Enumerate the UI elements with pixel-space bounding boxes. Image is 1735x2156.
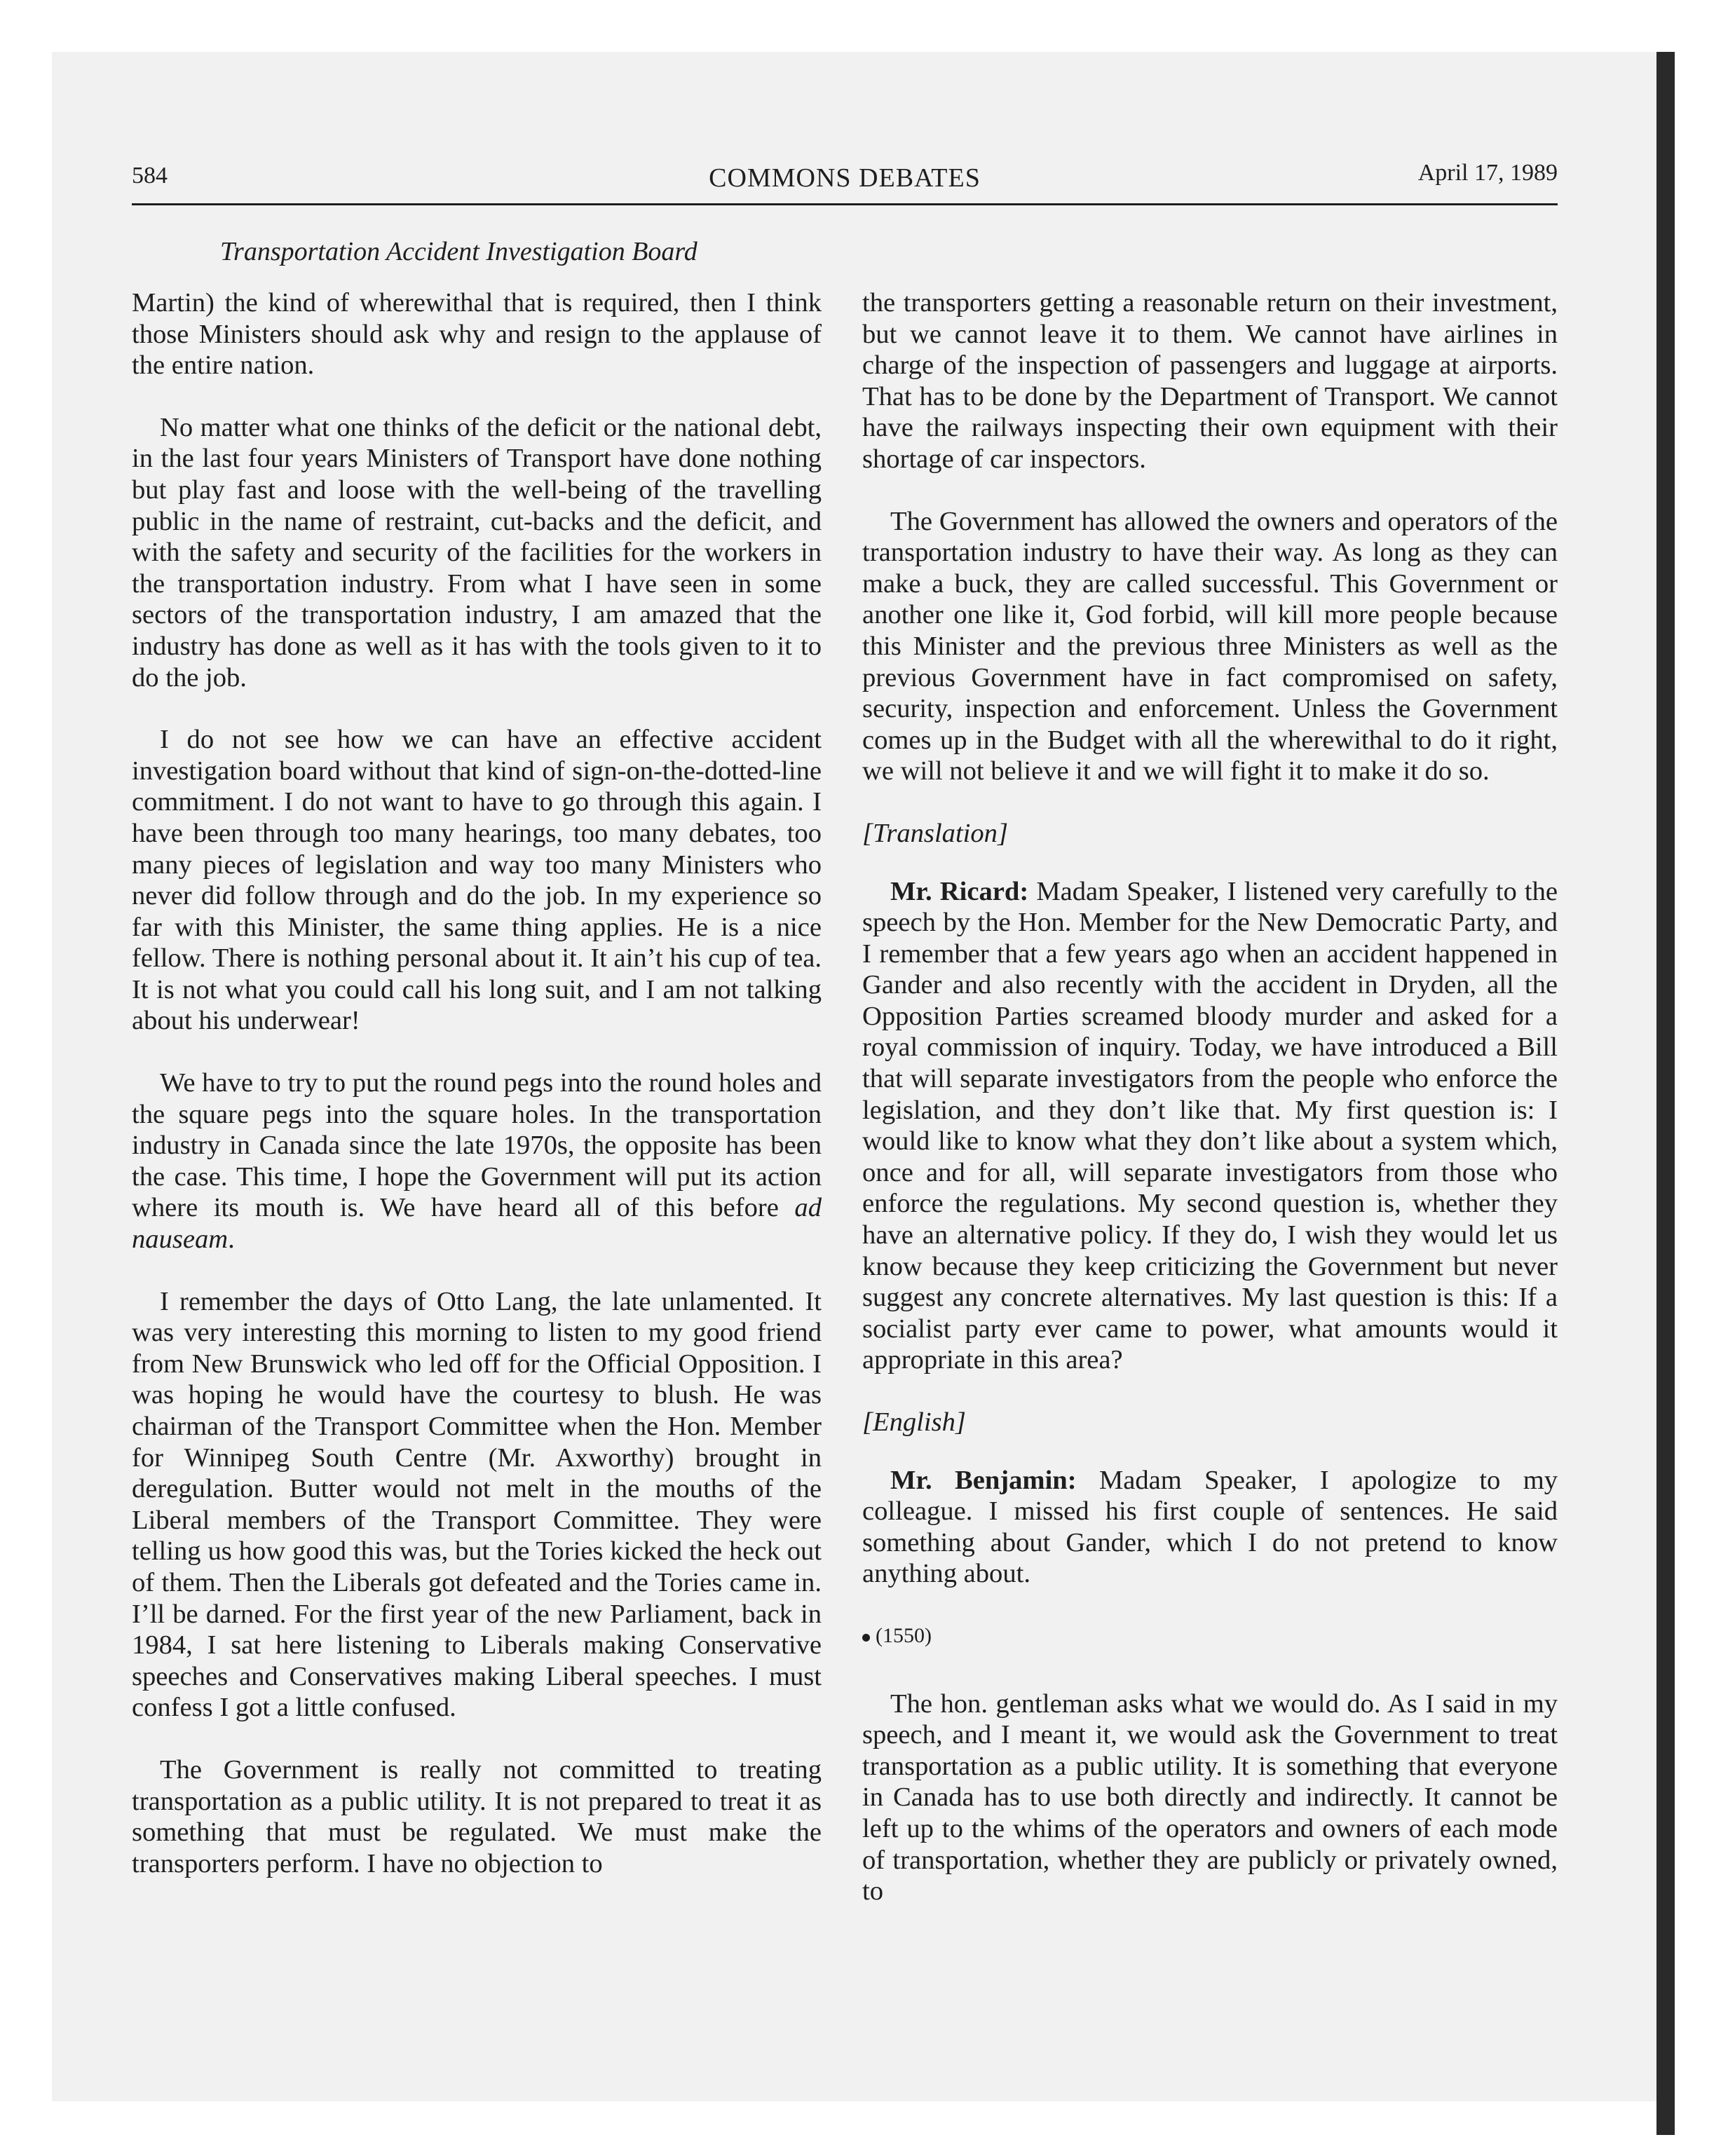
page-header — [132, 160, 1558, 203]
header-rule — [132, 203, 1558, 205]
speaker-name: Mr. Benjamin: — [890, 1465, 1077, 1495]
paragraph-text: We have to try to put the round pegs into the round holes and the square pegs into the square holes. In the transportation industry in Canada since the late 1970s, the opposite has been the case. This time, I hope the Government will put its action where its mouth is. We have heard all of this before — [132, 1068, 822, 1223]
paragraph-text-end: . — [228, 1224, 235, 1255]
latin-phrase: ad nauseam — [132, 1193, 822, 1255]
english-tag: [English] — [862, 1407, 966, 1437]
left-paragraph-4 — [132, 1067, 822, 1255]
time-marker — [862, 1621, 1558, 1652]
translation-tag: [Translation] — [862, 818, 1008, 848]
right-paragraph-1: the transporters getting a reasonable return on their investment, but we cannot leave it to them. We cannot have airlines in charge of the inspection of passengers and luggage at airports. That has to be done by the Department of Transport. We cannot have the railways inspecting their own equipment with their shortage of car inspectors. — [862, 288, 1558, 474]
speaker-name: Mr. Ricard: — [890, 876, 1029, 906]
speech-benjamin — [862, 1465, 1558, 1590]
left-paragraph-1: Martin) the kind of wherewithal that is required, then I think those Ministers should ask why and resign to the applause of the entire nation. — [132, 288, 822, 381]
speech-ricard — [862, 876, 1558, 1377]
right-paragraph-2: The Government has allowed the owners and operators of the transportation industry to have their way. As long as they can make a buck, they are called successful. This Government or another one like it, God forbid, will kill more people because this Minister and the previous three Ministers as well as the previous Government have in fact compromised on safety, security, inspection and enforcement. Unless the Government comes up in the Budget with all the wherewithal to do it right, we will not believe it and we will fight it to make it do so. — [862, 506, 1558, 786]
left-paragraph-6: The Government is really not committed to treating transportation as a public utility. It is not prepared to treat it as something that must be regulated. We must make the transporters perform. I have no objection to — [132, 1754, 822, 1878]
left-paragraph-5: I remember the days of Otto Lang, the late unlamented. It was very interesting this morning to listen to my good friend from New Brunswick who led off for the Official Opposition. I was hoping he would have the courtesy to blush. He was chairman of the Transport Committee when the Hon. Member for Winnipeg South Centre (Mr. Axworthy) brought in deregulation. Butter would not melt in the mouths of the Liberal members of the Transport Committee. They were telling us how good this was, but the Tories kicked the heck out of them. Then the Liberals got defeated and the Tories came in. I’ll be darned. For the first year of the new Parliament, back in 1984, I sat here listening to Liberals making Conservative speeches and Conservatives making Liberal speeches. I must confess I got a little confused. — [132, 1286, 822, 1723]
time-marker-text: (1550) — [876, 1623, 932, 1647]
right-paragraph-3: The hon. gentleman asks what we would do. As I said in my speech, and I meant it, we would ask the Government to treat transportation as a public utility. It is something that everyone in Canada has to use both directly and indirectly. It cannot be left up to the whims of the operators and owners of each mode of transportation, whether they are publicly or privately owned, to — [862, 1688, 1558, 1906]
scan-edge-bar — [1656, 52, 1675, 2135]
running-head: Transportation Accident Investigation Board — [220, 237, 698, 266]
right-column — [862, 287, 1558, 1938]
publication-date: April 17, 1989 — [1417, 160, 1558, 186]
speech-text: Madam Speaker, I apologize to my colleague. I missed his first couple of sentences. He said something about Gander, which I do not pretend to know anything about. — [862, 1465, 1558, 1589]
left-paragraph-3: I do not see how we can have an effective accident investigation board without that kind of sign-on-the-dotted-line commitment. I do not want to have to go through this again. I have been through too many hearings, too many debates, too many pieces of legislation and way too many Ministers who never did follow through and do the job. In my experience so far with this Minister, the same thing applies. He is a nice fellow. There is nothing personal about it. It ain’t his cup of tea. It is not what you could call his long suit, and I am not talking about his underwear! — [132, 725, 822, 1036]
page-number: 584 — [132, 163, 168, 189]
speech-text: Madam Speaker, I listened very carefully to the speech by the Hon. Member for the New Democratic Party, and I remember that a few years ago when an accident happened in Gander and also recently with the accident in Dryden, all the Opposition Parties screamed bloody murder and asked for a royal commission of inquiry. Today, we have introduced a Bill that will separate investigators from the people who enforce the legislation, and they don’t like that. My first question is: I would like to know what they don’t like about a system which, once and for all, will separate investigators from those who enforce the regulations. My second question is, whether they have an alternative policy. If they do, I wish they would let us know because they keep criticizing the Government but never suggest any concrete alternatives. My last question is this: If a socialist party ever came to power, what amounts would it appropriate in this area? — [862, 876, 1558, 1375]
bullet-icon — [862, 1634, 870, 1642]
publication-title: COMMONS DEBATES — [709, 163, 981, 193]
left-paragraph-2: No matter what one thinks of the deficit or the national debt, in the last four years Ministers of Transport have done nothing but play fast and loose with the well-being of the travelling public in the name of restraint, cut-backs and the deficit, and with the safety and security of the facilities for the workers in the transportation industry. From what I have seen in some sectors of the transportation industry, I am amazed that the industry has done as well as it has with the tools given to it to do the job. — [132, 412, 822, 692]
left-column — [132, 287, 822, 1910]
